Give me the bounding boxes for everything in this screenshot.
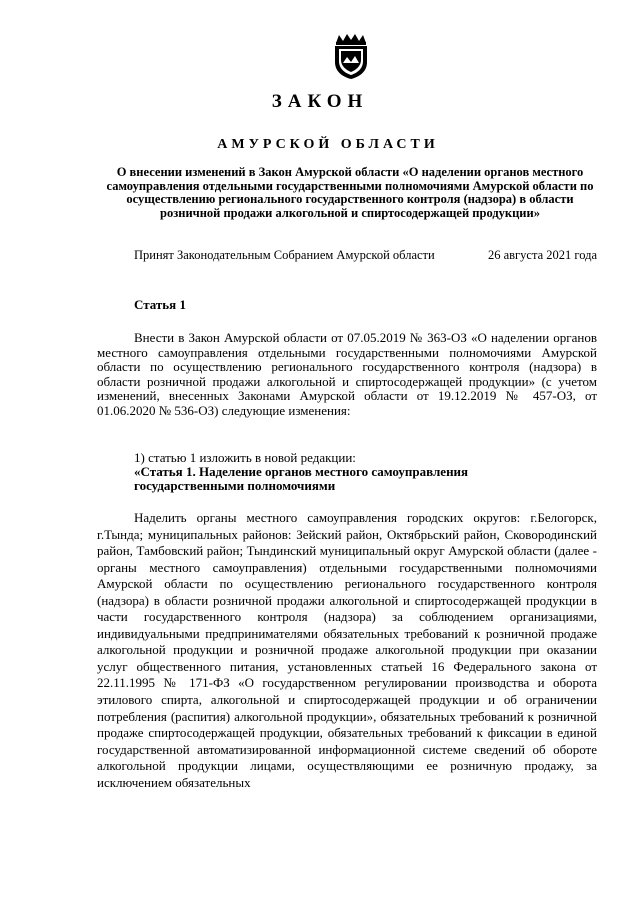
article-intro-paragraph: Внести в Закон Амурской области от 07.05.2019 № 363-ОЗ «О наделении органов местного самоуправления отдельными государственными полномочиями Амурской области по осуществлению регионального государственного контроля (надзора) в области розничной продажи алкогольной и спиртосодержащей продукции» (с учетом изменений, внесенных Законами Амурской области от 19.12.2019 № 457-ОЗ, от 01.06.2020 № 536-ОЗ) следующие изменения: xyxy=(97,330,597,418)
region-title: АМУРСКОЙ ОБЛАСТИ xyxy=(217,137,439,152)
law-name: О внесении изменений в Закон Амурской области «О наделении органов местного самоуправления отдельными государственными полномочиями Амурской области по осуществлению регионального государственного контроля (надзора) в области розничной продажи алкогольной и спиртосодержащей продукции» xyxy=(106,165,594,220)
new-article-title xyxy=(134,465,597,492)
article-body-paragraph: Наделить органы местного самоуправления городских округов: г.Белогорск, г.Тында; муниципальных районов: Зейский район, Октябрьский район, Сковородинский район, Тамбовский район; Тындинский муниципальный округ Амурской области (далее - органы местного самоуправления) отдельными государственными полномочиями Амурской области по осуществлению регионального государственного контроля (надзора) в области розничной продажи алкогольной и спиртосодержащей продукции в части государственного контроля (надзора) за соблюдением организациями, индивидуальными предпринимателями обязательных требований к розничной продаже алкогольной продукции и розничной продаже алкогольной продукции при оказании услуг общественного питания, установленных статьей 16 Федерального закона от 22.11.1995 № 171-ФЗ «О государственном регулировании производства и оборота этилового спирта, алкогольной и спиртосодержащей продукции и об ограничении потребления (распития) алкогольной продукции», обязательных требований к розничной продаже спиртосодержащей продукции, обязательных требований к фиксации в единой государственной автоматизированной информационной системе сведений об обороте алкогольной продукции лицами, осуществляющими ее розничную продажу, за исключением обязательных xyxy=(97,510,597,790)
adopted-by: Принят Законодательным Собранием Амурской области xyxy=(134,248,435,262)
new-article-title-line1: «Статья 1. Наделение органов местного самоуправления xyxy=(134,464,469,479)
adoption-line xyxy=(134,248,597,263)
amendment-item: 1) статью 1 изложить в новой редакции: xyxy=(134,450,356,465)
law-title: ЗАКОН xyxy=(271,91,369,112)
coat-of-arms-icon xyxy=(330,32,372,80)
adoption-date: 26 августа 2021 года xyxy=(487,248,597,262)
new-article-title-line2: государственными полномочиями xyxy=(134,477,336,493)
article-heading: Статья 1 xyxy=(134,297,186,312)
